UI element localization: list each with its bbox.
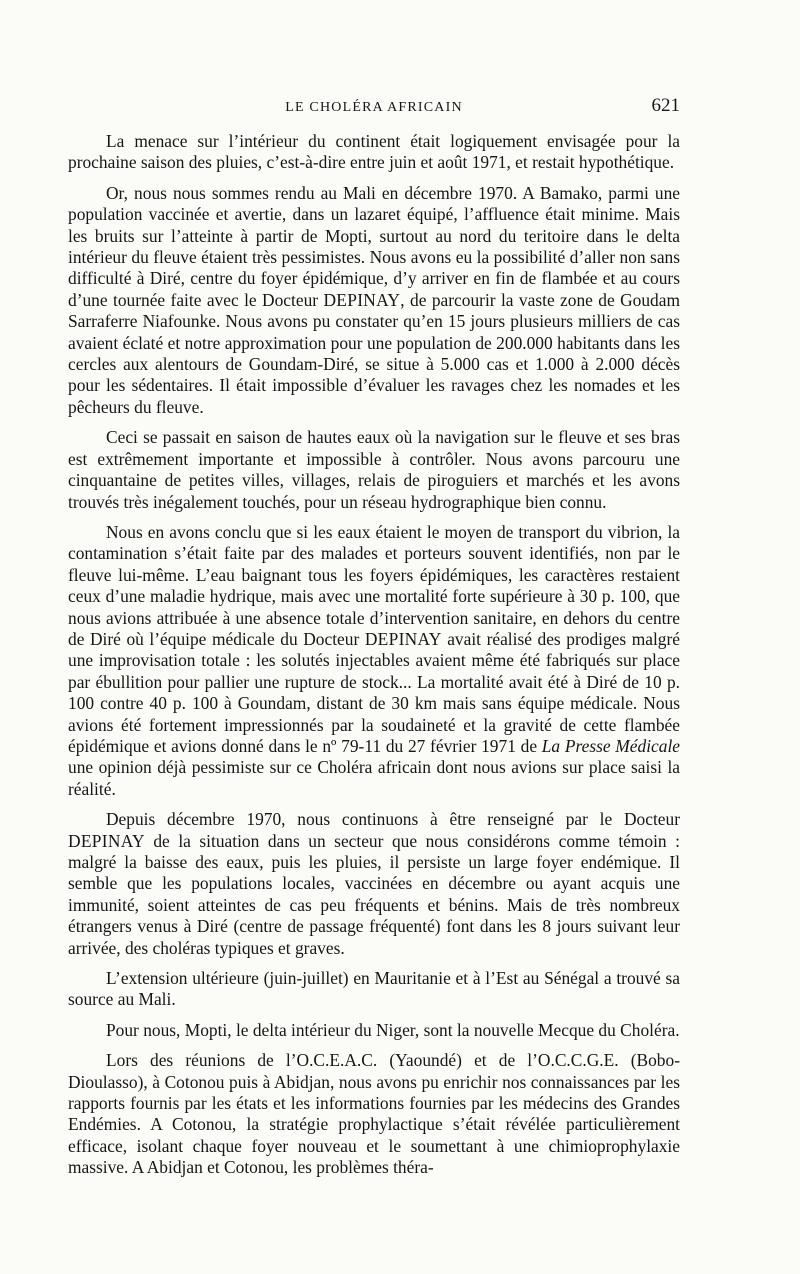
author-name: DEPINAY [323,289,401,310]
paragraph-5 [68,809,680,959]
text-run: Or, nous nous sommes rendu au Mali en décembre 1970. A Bamako, parmi une population vaccinée et avertie, dans un lazaret équipé, l’affluence était minime. Mais les bruits sur l’atteinte à partir de Mopti, surtout au nord du teritoire dans le delta intérieur du fleuve étaient très pessimistes. Nous avons eu la possibilité d’aller non sans difficulté à Diré, centre du foyer épidémique, d’y arriver en fin de flambée et au cours d’une tournée faite avec le Docteur [68,182,680,310]
body-text [68,131,680,1188]
text-run: , de parcourir la vaste zone de Goudam Sarraferre Niafounke. Nous avons pu constater qu’en 15 jours plusieurs milliers de cas avaient éclaté et notre approximation pour une population de 200.000 habitants dans les cercles aux alentours de Goundam-Diré, se situe à 5.000 cas et 1.000 à 2.000 décès pour les sédentaires. Il était impossible d’évaluer les ravages chez les nomades et les pêcheurs du fleuve. [68,289,680,417]
author-name: DEPINAY [364,628,442,649]
text-run: Nous en avons conclu que si les eaux étaient le moyen de transport du vibrion, la contamination s’était faite par des malades et porteurs souvent identifiés, non par le fleuve lui-même. L’eau baignant tous les foyers épidémiques, les caractères restaient ceux d’une maladie hydrique, mais avec une mortalité forte supérieure à 30 p. 100, que nous avions attribuée à une absence totale d’intervention sanitaire, en dehors du centre de Diré où l’équipe médicale du Docteur [68,521,680,649]
text-run: La menace sur l’intérieur du continent était logiquement envisagée pour la prochaine saison des pluies, c’est-à-dire entre juin et août 1971, et restait hypothétique. [68,131,680,173]
page-number: 621 [651,95,680,116]
paragraph-1 [68,131,680,174]
paragraph-6 [68,968,680,1011]
running-title: LE CHOLÉRA AFRICAIN [285,100,463,115]
text-run: Depuis décembre 1970, nous continuons à être renseigné par le Docteur [106,809,680,830]
paragraph-8 [68,1050,680,1178]
text-run: L’extension ultérieure (juin-juillet) en Mauritanie et à l’Est au Sénégal a trouvé sa source au Mali. [68,968,680,1010]
text-run: de la situation dans un secteur que nous considérons comme témoin : malgré la baisse des eaux, puis les pluies, il persiste un large foyer endémique. Il semble que les populations locales, vaccinées en décembre ou ayant acquis une immunité, soient atteintes de cas peu fréquents et bénins. Mais de très nombreux étrangers venus à Diré (centre de passage fréquenté) font dans les 8 jours suivant leur arrivée, des choléras typiques et graves. [68,830,680,958]
paragraph-2 [68,183,680,418]
paragraph-3 [68,427,680,513]
paragraph-4 [68,522,680,800]
running-header [68,95,680,124]
author-name: DEPINAY [68,830,145,851]
text-run: Ceci se passait en saison de hautes eaux où la navigation sur le fleuve et ses bras est extrêmement importante et impossible à contrôler. Nous avons parcouru une cinquantaine de petites villes, villages, relais de piroguiers et marchés et les avons trouvés très inégalement touchés, pour un réseau hydrographique bien connu. [68,427,680,512]
journal-title: La Presse Médicale [541,735,680,756]
text-run: Lors des réunions de l’O.C.E.A.C. (Yaoundé) et de l’O.C.C.G.E. (Bobo-Dioulasso), à Cotonou puis à Abidjan, nous avons pu enrichir nos connaissances par les rapports fournis par les états et les informations fournies par les médecins des Grandes Endémies. A Cotonou, la stratégie prophylactique s’était révélée particulièrement efficace, isolant chaque foyer nouveau et le soumettant à une chimioprophylaxie massive. A Abidjan et Cotonou, les problèmes théra- [68,1050,680,1178]
text-run: avait réalisé des prodiges malgré une improvisation totale : les solutés injectables avaient même été fabriqués sur place par ébullition pour pallier une rupture de stock... La mortalité avait été à Diré de 10 p. 100 contre 40 p. 100 à Goundam, distant de 30 km mais sans équipe médicale. Nous avions été fortement impressionnés par la soudaineté et la gravité de cette flambée épidémique et avions donné dans le nº 79-11 du 27 février 1971 de [68,628,680,756]
paragraph-7 [68,1020,680,1041]
text-run: une opinion déjà pessimiste sur ce Choléra africain dont nous avions sur place saisi la réalité. [68,757,680,799]
text-run: Pour nous, Mopti, le delta intérieur du Niger, sont la nouvelle Mecque du Choléra. [106,1019,680,1040]
